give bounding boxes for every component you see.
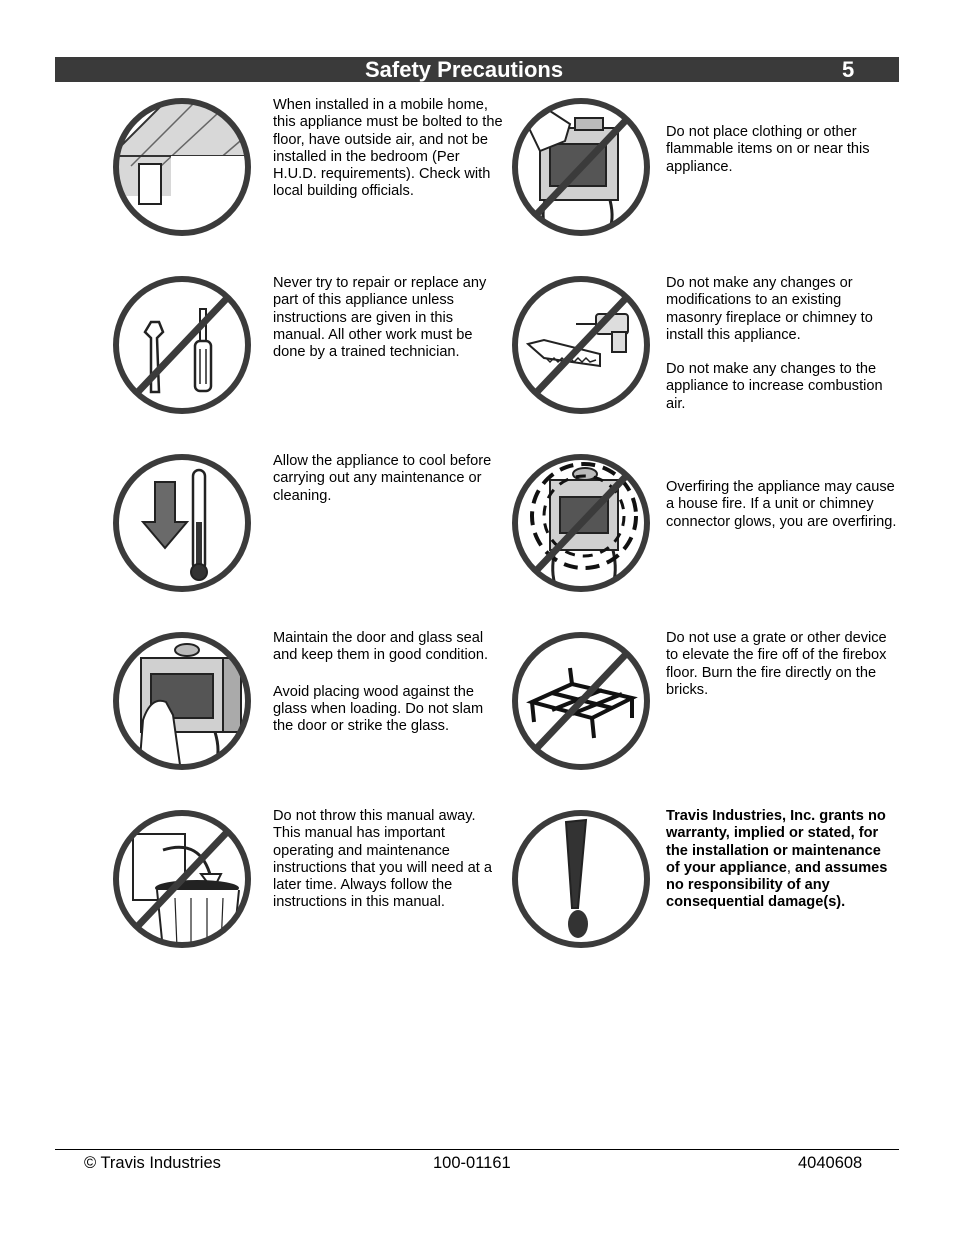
page-header — [55, 57, 899, 82]
mobile-home-bedroom-icon — [111, 96, 253, 238]
cool-down-text: Allow the appliance to cool before carrying out any maintenance or cleaning. — [273, 453, 492, 504]
warranty-text: Travis Industries, Inc. grants no warranty, implied or stated, for the installation or maintenance of your appliance, and assumes no responsibility of any consequential damage(s). — [666, 808, 888, 911]
page-title: Safety Precautions — [365, 57, 564, 82]
footer-date-code: 4040608 — [798, 1154, 863, 1172]
cool-down-thermometer-icon — [111, 452, 253, 594]
footer-copyright: © Travis Industries — [84, 1154, 221, 1172]
no-overfiring-icon — [510, 452, 652, 594]
no-grate-icon — [510, 630, 652, 772]
overfiring-text: Overfiring the appliance may cause a house fire. If a unit or chimney connector glows, you are overfiring. — [666, 479, 897, 530]
no-modification-text: Do not make any changes or modifications to an existing masonry fireplace or chimney to install this appliance. Do not make any changes to the appliance to increase combustion air. — [666, 275, 883, 412]
door-glass-seal-icon — [111, 630, 253, 772]
mobile-home-text: When installed in a mobile home, this appliance must be bolted to the floor, have outside air, and not be installed in the bedroom (Per H.U.D. requirements). Check with local building officials. — [273, 97, 503, 200]
no-clothing-on-stove-icon — [510, 96, 652, 238]
exclamation-warning-icon — [510, 808, 652, 950]
no-modification-tools-icon — [510, 274, 652, 416]
footer-divider — [55, 1149, 899, 1150]
no-repair-text: Never try to repair or replace any part of this appliance unless instructions are given in this manual. All other work must be done by a trained technician. — [273, 275, 487, 361]
no-tools-icon — [111, 274, 253, 416]
keep-manual-text: Do not throw this manual away. This manual has important operating and maintenance instructions that you will need at a later time. Always follow the instructions in this manual. — [273, 808, 493, 911]
no-trash-manual-icon — [111, 808, 253, 950]
no-grate-text: Do not use a grate or other device to elevate the fire off of the firebox floor. Burn the fire directly on the bricks. — [666, 630, 887, 698]
door-seal-text: Maintain the door and glass seal and keep them in good condition. Avoid placing wood against the glass when loading. Do not slam the door or strike the glass. — [273, 630, 489, 735]
footer-part-number: 100-01161 — [433, 1154, 511, 1172]
page-number: 5 — [842, 57, 855, 82]
no-clothing-text: Do not place clothing or other flammable items on or near this appliance. — [666, 124, 870, 175]
